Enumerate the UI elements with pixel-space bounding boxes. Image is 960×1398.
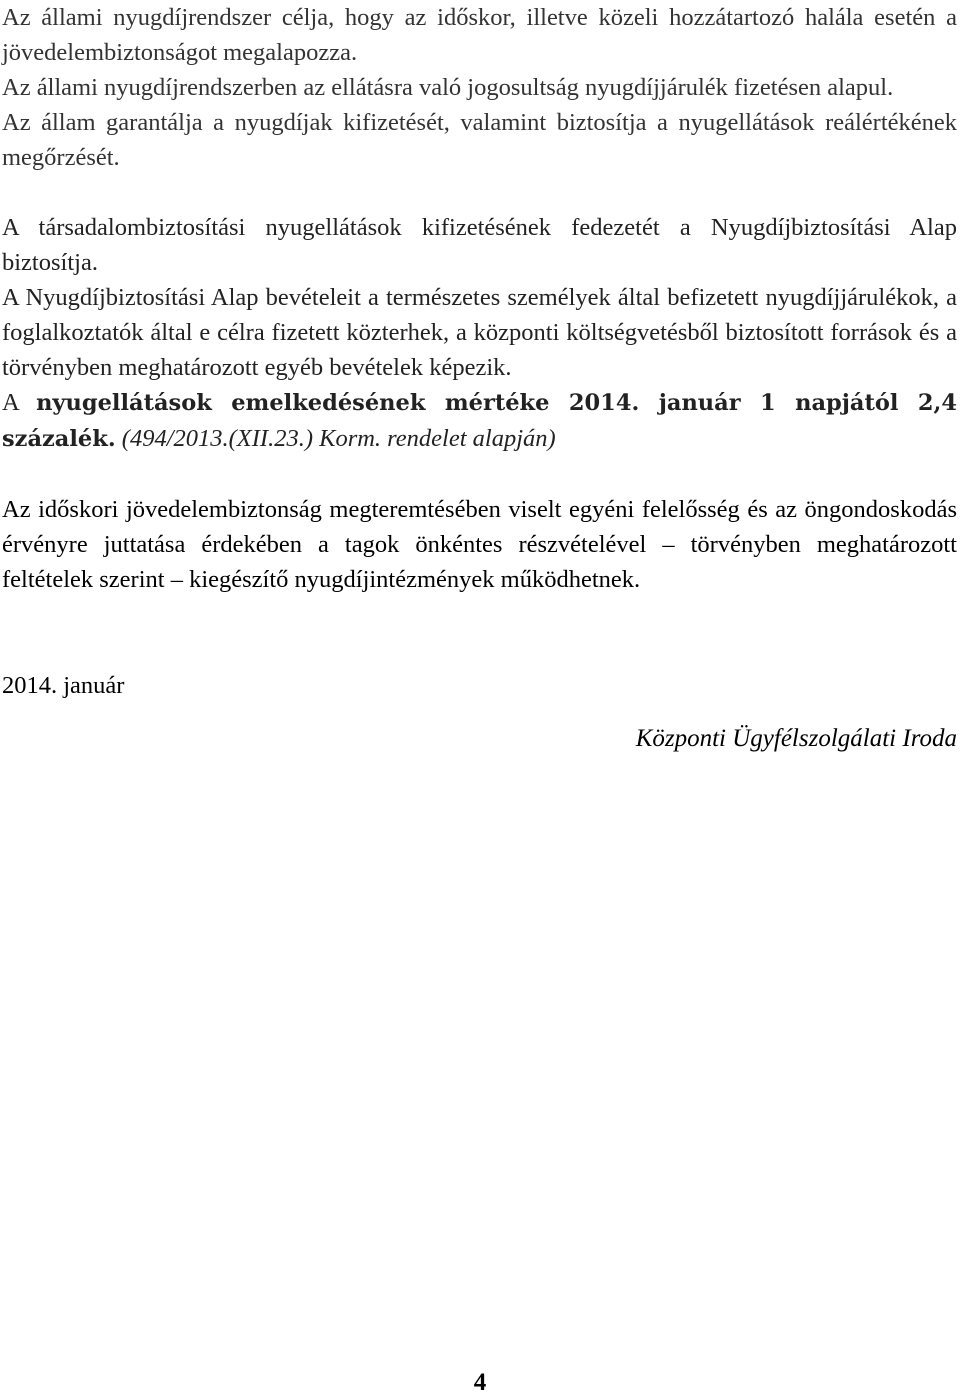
paragraph-voluntary-pension [2,492,957,597]
page-number: 4 [473,1369,487,1396]
paragraph-state-pension-purpose [2,0,957,175]
sentence-voluntary: Az időskori jövedelembiztonság megteremtésében viselt egyéni felelősség és az öngondoskodás érvényre juttatása érdekében a tagok önkéntes részvételével – törvényben meghatározott feltételek szerint – kiegészítő nyugdíjintézmények működhetnek. [2,496,957,593]
sentence-fund-coverage: A társadalombiztosítási nyugellátások kifizetésének fedezetét a Nyugdíjbiztosítási Alap biztosítja. [2,214,957,276]
sentence-increase-prefix: A [2,389,37,416]
signature-office: Központi Ügyfélszolgálati Iroda [635,725,957,752]
sentence-purpose: Az állami nyugdíjrendszer célja, hogy az időskor, illetve közeli hozzátartozó halála esetén a jövedelembiztonságot megalapozza. [2,4,957,66]
paragraph-pension-fund [2,210,957,457]
sentence-fund-revenues: A Nyugdíjbiztosítási Alap bevételeit a természetes személyek által befizetett nyugdíjjárulékok, a foglalkoztatók által e célra fizetett közterhek, a központi költségvetésből biztosított források és a törvényben meghatározott egyéb bevételek képezik. [2,284,957,381]
decree-reference: (494/2013.(XII.23.) Korm. rendelet alapján) [121,425,556,452]
sentence-entitlement: Az állami nyugdíjrendszerben az ellátásra való jogosultság nyugdíjjárulék fizetésen alapul. [2,74,894,101]
sentence-increase-rate: nyugellátások emelkedésének mértéke 2014. január 1 napjától 2,4 százalék. [2,390,957,452]
document-page [2,0,957,756]
sentence-guarantee: Az állam garantálja a nyugdíjak kifizetését, valamint biztosítja a nyugellátások reálértékének megőrzését. [2,109,957,171]
document-date: 2014. január [2,672,125,699]
